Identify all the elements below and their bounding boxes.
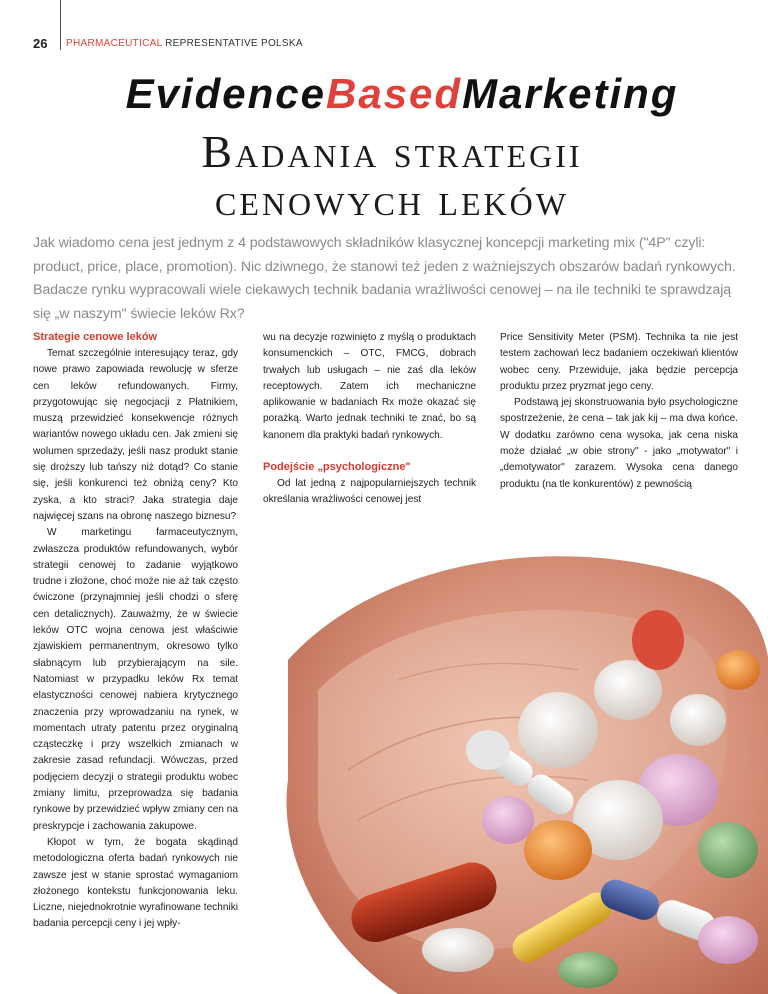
section-heading-pricing: Strategie cenowe leków [33, 331, 158, 343]
banner-part2: Based [326, 70, 463, 117]
paragraph: wu na decyzje rozwinięto z myślą o produktach konsumenckich – OTC, FMCG, dobrach trwałych lub usługach – nie zaś dla leków receptowych. Zatem ich mechaniczne aplikowanie w badaniach Rx może okazać się porażką. Warto jednak techniki te znać, bo są kanonem dla praktyki badań rynkowych. [263, 332, 476, 441]
title-line-1: Badania strategii [201, 126, 583, 177]
running-header [66, 38, 303, 49]
paragraph: Podstawą jej skonstruowania było psychologiczne spostrzeżenie, że cena – tak jak kij – ma dwa końce. W dodatku zarówno cena wysoka, jak cena niska może działać „w obie strony" - jako „motywator" i „demotywator" zarazem. Wysoka cena danego produktu (na tle konkurentów) z pewnością [500, 397, 738, 490]
running-header-rest: REPRESENTATIVE POLSKA [162, 38, 303, 49]
banner-part1: Evidence [125, 70, 326, 117]
paragraph: Kłopot w tym, że bogata skądinąd metodologiczna oferta badań rynkowych nie zawsze jest w stanie sprostać wymaganiom złożonego kontekstu funkcjonowania leku. Liczne, niejednokrotnie wyrafinowane techniki badania percepcji ceny i jej wpły- [33, 836, 238, 930]
section-heading-psychological: Podejście „psychologiczne" [263, 461, 411, 474]
title-line-2: cenowych leków [215, 174, 569, 225]
column-2 [263, 330, 476, 509]
paragraph: W marketingu farmaceutycznym, zwłaszcza produktów refundowanych, wybór strategii cenowej to zadanie wyjątkowo trudne i złożone, choć może nie aż tak często ćwiczone (przynajmniej jeśli chodzi o sferę cen detalicznych). Zauważmy, że w świecie leków OTC wojna cenowa jest właściwie zjawiskiem permanentnym, okresowo tylko słabnącym lub przybierającym na sile. Natomiast w przypadku leków Rx temat elastyczności cenowej nabiera krytycznego znaczenia przy wprowadzaniu na rynek, w momentach utraty patentu przez oryginalną cząsteczkę i przy wszelkich zmianach w zakresie zasad refundacji. Wówczas, przed podjęciem decyzji o strategii produktu wobec zmiany limitu, przeprowadza się badania rynkowe by przewidzieć wpływ zmiany cen na preskrypcje i zachowania zakupowe. [33, 527, 238, 832]
column-1 [33, 330, 238, 933]
article-lead: Jak wiadomo cena jest jednym z 4 podstawowych składników klasycznej koncepcji marketing mix ("4P" czyli: product, price, place, promotion). Nic dziwnego, że stanowi też jeden z ważniejszych obszarów badań rynkowych. Badacze rynku wypracowali wiele ciekawych technik badania wrażliwości cenowej – na ile techniki te sprawdzają się „w naszym" świecie leków Rx? [33, 235, 736, 322]
paragraph: Price Sensitivity Meter (PSM). Technika ta nie jest testem zachowań lecz badaniem oczekiwań klientów wobec ceny. Przewiduje, jaka będzie percepcja produktu przez pryzmat jego ceny. [500, 332, 738, 392]
banner-part3: Marketing [462, 70, 679, 117]
section-banner [62, 70, 742, 118]
running-header-accent: PHARMACEUTICAL [66, 38, 163, 49]
page-number: 26 [33, 36, 48, 51]
paragraph: Od lat jedną z najpopularniejszych technik określania wrażliwości cenowej jest [263, 478, 476, 506]
header-divider [60, 0, 61, 50]
page-header [0, 0, 768, 56]
column-3 [500, 330, 738, 493]
article-title [62, 128, 722, 224]
paragraph: Temat szczególnie interesujący teraz, gdy nowe prawo zapowiada rewolucję w sferze cen leków refundowanych. Firmy, przygotowując się negocjacji z Płatnikiem, muszą przewidzieć konsekwencje różnych wariantów nowego układu cen. Jak zmieni się wolumen sprzedaży, jeśli nasz produkt stanie się droższy lub tańszy niż dotąd? Co stanie się, jeśli konkurenci też obniżą ceny? Kto zyska, a kto straci? Jaka strategia daje najwięcej szans na obronę naszego biznesu? [33, 348, 238, 522]
pills-in-hand-photo [258, 520, 768, 994]
